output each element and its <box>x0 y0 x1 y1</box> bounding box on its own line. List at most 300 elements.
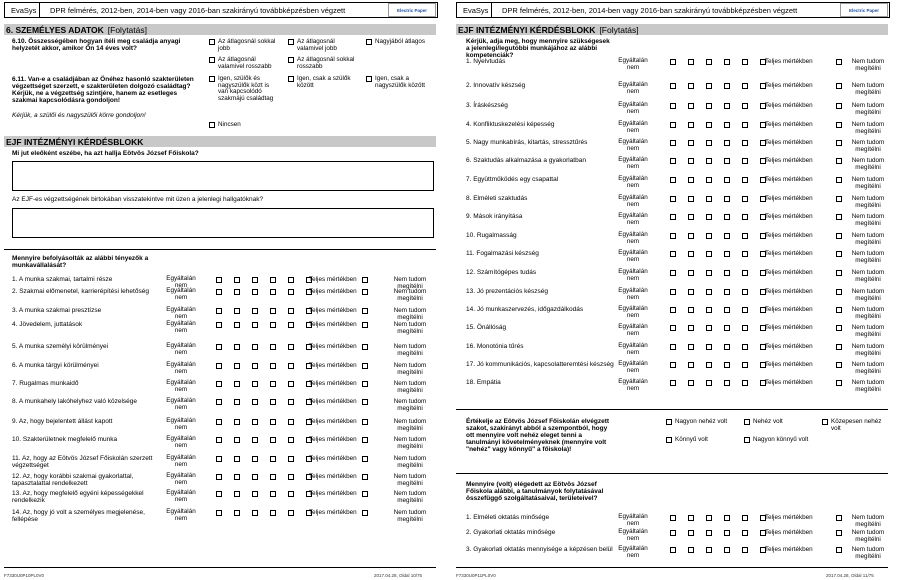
scale-checkbox[interactable] <box>688 196 694 202</box>
dont-know-checkbox[interactable] <box>836 289 842 295</box>
option-label: Közepesen nehéz volt <box>831 418 882 432</box>
grid-item-label: 9. Az, hogy bejelentett állást kapott <box>12 418 113 425</box>
scale-checkbox[interactable] <box>724 344 730 350</box>
dont-know-checkbox[interactable] <box>836 196 842 202</box>
answer-box-2[interactable] <box>12 208 434 238</box>
dont-know-label: Nem tudom megítélni <box>851 269 885 283</box>
dont-know-label: Nem tudom megítélni <box>393 418 427 432</box>
dont-know-checkbox[interactable] <box>836 325 842 331</box>
scale-checkbox[interactable] <box>742 515 748 521</box>
scale-checkbox[interactable] <box>724 83 730 89</box>
scale-checkbox[interactable] <box>252 510 258 516</box>
scale-low-label: Egyáltalán nem <box>618 57 648 71</box>
scale-checkbox[interactable] <box>288 419 294 425</box>
scale-checkbox[interactable] <box>234 456 240 462</box>
scale-checkbox[interactable] <box>724 59 730 65</box>
scale-checkbox[interactable] <box>742 140 748 146</box>
scale-checkbox[interactable] <box>288 510 294 516</box>
dont-know-checkbox[interactable] <box>362 289 368 295</box>
scale-checkbox[interactable] <box>288 491 294 497</box>
dont-know-checkbox[interactable] <box>362 308 368 314</box>
dont-know-checkbox[interactable] <box>362 437 368 443</box>
scale-checkbox[interactable] <box>742 59 748 65</box>
scale-low-label: Egyáltalán nem <box>166 435 196 449</box>
scale-checkbox[interactable] <box>234 491 240 497</box>
scale-checkbox[interactable] <box>270 363 276 369</box>
scale-checkbox[interactable] <box>216 491 222 497</box>
scale-checkbox[interactable] <box>742 362 748 368</box>
scale-checkbox[interactable] <box>288 277 294 283</box>
scale-checkbox[interactable] <box>742 289 748 295</box>
scale-checkbox[interactable] <box>670 158 676 164</box>
grid-item-label: 9. Mások irányítása <box>466 213 523 220</box>
scale-high-label: Teljes mértékben <box>309 455 357 462</box>
scale-high-label: Teljes mértékben <box>765 361 813 368</box>
scale-checkbox[interactable] <box>706 344 712 350</box>
scale-checkbox[interactable] <box>688 380 694 386</box>
scale-low-label: Egyáltalán nem <box>166 454 196 468</box>
scale-checkbox[interactable] <box>252 491 258 497</box>
scale-checkbox[interactable] <box>270 308 276 314</box>
scale-low-label: Egyáltalán nem <box>618 81 648 95</box>
option-label: Nehéz volt <box>753 418 783 425</box>
grid-item-label: 13. Az, hogy megfelelő egyéni képességekkel rendelkezik <box>12 490 144 504</box>
scale-checkbox[interactable] <box>252 419 258 425</box>
scale-checkbox[interactable] <box>234 344 240 350</box>
scale-checkbox[interactable] <box>742 233 748 239</box>
grid-question: Kérjük, adja meg, hogy mennyire szükségesek a jelenlegi/legutóbbi munkájához az alábbi kompetenciák? <box>466 38 610 59</box>
scale-checkbox[interactable] <box>216 363 222 369</box>
dont-know-label: Nem tudom megítélni <box>851 232 885 246</box>
scale-checkbox[interactable] <box>688 59 694 65</box>
scale-low-label: Egyáltalán nem <box>618 231 648 245</box>
scale-checkbox[interactable] <box>742 344 748 350</box>
scale-checkbox[interactable] <box>724 515 730 521</box>
scale-checkbox[interactable] <box>706 547 712 553</box>
dont-know-checkbox[interactable] <box>836 515 842 521</box>
scale-checkbox[interactable] <box>216 437 222 443</box>
scale-high-label: Teljes mértékben <box>309 473 357 480</box>
scale-checkbox[interactable] <box>216 308 222 314</box>
scale-checkbox[interactable] <box>724 214 730 220</box>
scale-checkbox[interactable] <box>742 270 748 276</box>
scale-high-label: Teljes mértékben <box>765 82 813 89</box>
scale-checkbox[interactable] <box>742 380 748 386</box>
dont-know-checkbox[interactable] <box>836 344 842 350</box>
footer-page: 2017.04.28, Oldal 10/75 <box>374 573 423 578</box>
dont-know-checkbox[interactable] <box>362 399 368 405</box>
scale-checkbox[interactable] <box>706 289 712 295</box>
section-continued: [Folytatás] <box>599 24 639 35</box>
scale-checkbox[interactable] <box>742 196 748 202</box>
scale-checkbox[interactable] <box>270 381 276 387</box>
scale-high-label: Teljes mértékben <box>765 343 813 350</box>
dont-know-label: Nem tudom megítélni <box>393 436 427 450</box>
grid-item-label: 10. Rugalmasság <box>466 232 517 239</box>
scale-checkbox[interactable] <box>742 530 748 536</box>
dont-know-checkbox[interactable] <box>836 530 842 536</box>
scale-checkbox[interactable] <box>706 380 712 386</box>
scale-checkbox[interactable] <box>688 325 694 331</box>
scale-checkbox[interactable] <box>234 399 240 405</box>
dont-know-label: Nem tudom megítélni <box>851 157 885 171</box>
scale-high-label: Teljes mértékben <box>765 529 813 536</box>
checkbox[interactable] <box>744 419 750 425</box>
scale-checkbox[interactable] <box>706 196 712 202</box>
scale-checkbox[interactable] <box>688 270 694 276</box>
scale-checkbox[interactable] <box>688 233 694 239</box>
scale-checkbox[interactable] <box>724 140 730 146</box>
scale-checkbox[interactable] <box>670 103 676 109</box>
dont-know-label: Nem tudom megítélni <box>393 380 427 394</box>
grid-item-label: 8. A munkahely lakóhelyhez való közelsége <box>12 398 138 405</box>
scale-checkbox[interactable] <box>670 270 676 276</box>
scale-checkbox[interactable] <box>706 140 712 146</box>
scale-checkbox[interactable] <box>670 251 676 257</box>
grid-question: Mennyire befolyásolták az alábbi tényezők a munkavállalását? <box>12 255 149 269</box>
scale-checkbox[interactable] <box>670 196 676 202</box>
divider <box>456 567 888 568</box>
scale-checkbox[interactable] <box>688 83 694 89</box>
footer-code: F7330U0P11PL0V0 <box>456 573 496 578</box>
grid-item-label: 5. Nagy munkabírás, kitartás, stressztűrés <box>466 139 588 146</box>
scale-checkbox[interactable] <box>252 474 258 480</box>
scale-checkbox[interactable] <box>688 362 694 368</box>
dont-know-checkbox[interactable] <box>836 307 842 313</box>
dont-know-checkbox[interactable] <box>362 344 368 350</box>
page-right <box>456 0 896 580</box>
scale-checkbox[interactable] <box>252 363 258 369</box>
scale-checkbox[interactable] <box>252 456 258 462</box>
checkbox[interactable] <box>209 122 215 128</box>
scale-checkbox[interactable] <box>288 437 294 443</box>
answer-box-1[interactable] <box>12 161 434 191</box>
scale-checkbox[interactable] <box>288 381 294 387</box>
scale-checkbox[interactable] <box>252 381 258 387</box>
scale-checkbox[interactable] <box>706 307 712 313</box>
grid-item-label: 3. Gyakorlati oktatás mennyisége a képzésen belül <box>466 546 613 553</box>
checkbox[interactable] <box>744 437 750 443</box>
scale-checkbox[interactable] <box>216 344 222 350</box>
scale-high-label: Teljes mértékben <box>765 157 813 164</box>
scale-checkbox[interactable] <box>216 289 222 295</box>
scale-checkbox[interactable] <box>288 322 294 328</box>
scale-checkbox[interactable] <box>688 547 694 553</box>
checkbox[interactable] <box>209 76 215 82</box>
scale-checkbox[interactable] <box>724 380 730 386</box>
checkbox[interactable] <box>366 39 372 45</box>
scale-checkbox[interactable] <box>216 277 222 283</box>
scale-checkbox[interactable] <box>688 177 694 183</box>
scale-low-label: Egyáltalán nem <box>618 194 648 208</box>
scale-low-label: Egyáltalán nem <box>166 287 196 301</box>
section-title: 6. SZEMÉLYES ADATOK <box>6 24 104 35</box>
scale-high-label: Teljes mértékben <box>765 139 813 146</box>
scale-checkbox[interactable] <box>234 289 240 295</box>
dont-know-checkbox[interactable] <box>836 103 842 109</box>
scale-checkbox[interactable] <box>270 289 276 295</box>
section-title: EJF INTÉZMÉNYI KÉRDÉSBLOKK <box>6 136 144 147</box>
dont-know-label: Nem tudom megítélni <box>393 362 427 376</box>
scale-checkbox[interactable] <box>688 122 694 128</box>
scale-checkbox[interactable] <box>670 140 676 146</box>
scale-checkbox[interactable] <box>688 103 694 109</box>
scale-checkbox[interactable] <box>216 399 222 405</box>
scale-checkbox[interactable] <box>742 325 748 331</box>
scale-high-label: Teljes mértékben <box>309 288 357 295</box>
scale-checkbox[interactable] <box>216 456 222 462</box>
dont-know-label: Nem tudom megítélni <box>851 379 885 393</box>
checkbox[interactable] <box>666 437 672 443</box>
dont-know-checkbox[interactable] <box>362 277 368 283</box>
dont-know-checkbox[interactable] <box>836 362 842 368</box>
scale-high-label: Teljes mértékben <box>765 379 813 386</box>
scale-checkbox[interactable] <box>670 214 676 220</box>
checkbox[interactable] <box>822 419 828 425</box>
scale-checkbox[interactable] <box>706 83 712 89</box>
scale-checkbox[interactable] <box>742 547 748 553</box>
scale-checkbox[interactable] <box>706 530 712 536</box>
dont-know-checkbox[interactable] <box>362 510 368 516</box>
dont-know-label: Nem tudom megítélni <box>393 343 427 357</box>
scale-checkbox[interactable] <box>252 437 258 443</box>
grid-item-label: 7. Együttműködés egy csapattal <box>466 176 559 183</box>
scale-checkbox[interactable] <box>724 251 730 257</box>
scale-checkbox[interactable] <box>724 325 730 331</box>
scale-checkbox[interactable] <box>288 363 294 369</box>
scale-checkbox[interactable] <box>234 308 240 314</box>
scale-checkbox[interactable] <box>252 277 258 283</box>
scale-low-label: Egyáltalán nem <box>618 268 648 282</box>
scale-checkbox[interactable] <box>252 322 258 328</box>
dont-know-checkbox[interactable] <box>836 140 842 146</box>
scale-checkbox[interactable] <box>706 270 712 276</box>
scale-checkbox[interactable] <box>288 399 294 405</box>
scale-checkbox[interactable] <box>234 419 240 425</box>
scale-checkbox[interactable] <box>670 59 676 65</box>
scale-checkbox[interactable] <box>724 289 730 295</box>
scale-checkbox[interactable] <box>724 103 730 109</box>
scale-checkbox[interactable] <box>270 322 276 328</box>
scale-checkbox[interactable] <box>688 515 694 521</box>
scale-high-label: Teljes mértékben <box>309 436 357 443</box>
scale-checkbox[interactable] <box>706 325 712 331</box>
scale-high-label: Teljes mértékben <box>765 306 813 313</box>
scale-checkbox[interactable] <box>670 325 676 331</box>
scale-checkbox[interactable] <box>270 277 276 283</box>
scale-checkbox[interactable] <box>670 547 676 553</box>
scale-checkbox[interactable] <box>216 510 222 516</box>
scale-checkbox[interactable] <box>742 158 748 164</box>
scale-checkbox[interactable] <box>670 344 676 350</box>
scale-checkbox[interactable] <box>288 308 294 314</box>
scale-checkbox[interactable] <box>706 59 712 65</box>
scale-checkbox[interactable] <box>688 530 694 536</box>
difficulty-question: Értékelje az Eötvös József Főiskolán elvégzett szakot, szakirányt abból a szempontból, hogy ott mennyire volt nehéz eleget tenni a tanulmányi követelményeknek (mennyire volt "nehéz" vagy könnyű" a főiskola)! <box>466 418 610 453</box>
scale-checkbox[interactable] <box>724 362 730 368</box>
scale-checkbox[interactable] <box>234 510 240 516</box>
divider <box>4 567 436 568</box>
checkbox[interactable] <box>288 57 294 63</box>
scale-checkbox[interactable] <box>688 289 694 295</box>
scale-checkbox[interactable] <box>270 399 276 405</box>
scale-checkbox[interactable] <box>288 344 294 350</box>
page-header <box>456 2 890 18</box>
dont-know-checkbox[interactable] <box>836 122 842 128</box>
scale-checkbox[interactable] <box>688 140 694 146</box>
scale-checkbox[interactable] <box>724 530 730 536</box>
option-label: Igen, csak a szülők között <box>297 75 351 89</box>
scale-checkbox[interactable] <box>234 277 240 283</box>
scale-checkbox[interactable] <box>742 83 748 89</box>
checkbox[interactable] <box>666 419 672 425</box>
scale-low-label: Egyáltalán nem <box>166 397 196 411</box>
dont-know-checkbox[interactable] <box>836 233 842 239</box>
scale-low-label: Egyáltalán nem <box>166 361 196 375</box>
scale-checkbox[interactable] <box>670 530 676 536</box>
scale-checkbox[interactable] <box>688 307 694 313</box>
scale-checkbox[interactable] <box>234 363 240 369</box>
scale-checkbox[interactable] <box>670 289 676 295</box>
dont-know-checkbox[interactable] <box>836 214 842 220</box>
option-label: Az átlagosnál sokkal rosszabb <box>297 56 355 70</box>
dont-know-checkbox[interactable] <box>362 491 368 497</box>
scale-high-label: Teljes mértékben <box>765 58 813 65</box>
scale-checkbox[interactable] <box>270 344 276 350</box>
scale-checkbox[interactable] <box>724 177 730 183</box>
dont-know-label: Nem tudom megítélni <box>851 288 885 302</box>
scale-checkbox[interactable] <box>670 307 676 313</box>
scale-checkbox[interactable] <box>270 474 276 480</box>
scale-checkbox[interactable] <box>742 122 748 128</box>
scale-checkbox[interactable] <box>216 322 222 328</box>
scale-checkbox[interactable] <box>670 380 676 386</box>
dont-know-checkbox[interactable] <box>836 547 842 553</box>
scale-checkbox[interactable] <box>724 158 730 164</box>
scale-checkbox[interactable] <box>270 456 276 462</box>
scale-checkbox[interactable] <box>688 158 694 164</box>
scale-checkbox[interactable] <box>706 515 712 521</box>
dont-know-checkbox[interactable] <box>836 380 842 386</box>
scale-checkbox[interactable] <box>288 474 294 480</box>
scale-checkbox[interactable] <box>234 322 240 328</box>
scale-checkbox[interactable] <box>742 251 748 257</box>
scale-checkbox[interactable] <box>742 307 748 313</box>
grid-item-label: 5. A munka személyi körülményei <box>12 343 109 350</box>
scale-checkbox[interactable] <box>670 362 676 368</box>
scale-checkbox[interactable] <box>706 103 712 109</box>
scale-checkbox[interactable] <box>252 399 258 405</box>
scale-checkbox[interactable] <box>670 233 676 239</box>
grid-item-label: 10. Szakterületnek megfelelő munka <box>12 436 118 443</box>
scale-checkbox[interactable] <box>742 103 748 109</box>
dont-know-checkbox[interactable] <box>836 251 842 257</box>
scale-checkbox[interactable] <box>252 344 258 350</box>
dont-know-checkbox[interactable] <box>362 474 368 480</box>
grid-item-label: 1. Elméleti oktatás minősége <box>466 514 550 521</box>
scale-checkbox[interactable] <box>742 177 748 183</box>
scale-checkbox[interactable] <box>288 289 294 295</box>
scale-checkbox[interactable] <box>706 214 712 220</box>
scale-checkbox[interactable] <box>670 83 676 89</box>
scale-checkbox[interactable] <box>706 158 712 164</box>
scale-checkbox[interactable] <box>706 122 712 128</box>
scale-checkbox[interactable] <box>688 251 694 257</box>
scale-checkbox[interactable] <box>724 233 730 239</box>
checkbox[interactable] <box>209 57 215 63</box>
dont-know-checkbox[interactable] <box>836 177 842 183</box>
scale-checkbox[interactable] <box>288 456 294 462</box>
dont-know-label: Nem tudom megítélni <box>393 307 427 321</box>
dont-know-checkbox[interactable] <box>362 456 368 462</box>
scale-checkbox[interactable] <box>706 177 712 183</box>
scale-low-label: Egyáltalán nem <box>618 249 648 263</box>
scale-checkbox[interactable] <box>670 177 676 183</box>
grid-item-label: 8. Elméleti szaktudás <box>466 195 528 202</box>
scale-checkbox[interactable] <box>252 308 258 314</box>
scale-low-label: Egyáltalán nem <box>618 342 648 356</box>
scale-checkbox[interactable] <box>688 214 694 220</box>
scale-checkbox[interactable] <box>216 419 222 425</box>
checkbox[interactable] <box>366 76 372 82</box>
scale-checkbox[interactable] <box>270 437 276 443</box>
scale-checkbox[interactable] <box>270 491 276 497</box>
scale-checkbox[interactable] <box>724 547 730 553</box>
dont-know-checkbox[interactable] <box>836 83 842 89</box>
scale-checkbox[interactable] <box>706 362 712 368</box>
dont-know-label: Nem tudom megítélni <box>393 473 427 487</box>
scale-checkbox[interactable] <box>670 515 676 521</box>
scale-checkbox[interactable] <box>724 307 730 313</box>
scale-checkbox[interactable] <box>706 233 712 239</box>
scale-checkbox[interactable] <box>270 419 276 425</box>
page-left <box>4 0 444 580</box>
scale-high-label: Teljes mértékben <box>765 102 813 109</box>
grid-item-label: 4. Konfliktuskezelési képesség <box>466 121 555 128</box>
scale-checkbox[interactable] <box>724 270 730 276</box>
open-question-2: Az EJF-es végzettségének birtokában visszatekintve mit üzen a jelenlegi hallgatóknak? <box>12 196 264 203</box>
scale-checkbox[interactable] <box>724 122 730 128</box>
scale-high-label: Teljes mértékben <box>309 362 357 369</box>
scale-checkbox[interactable] <box>270 510 276 516</box>
dont-know-checkbox[interactable] <box>836 158 842 164</box>
dont-know-checkbox[interactable] <box>836 270 842 276</box>
dont-know-checkbox[interactable] <box>362 322 368 328</box>
scale-checkbox[interactable] <box>706 251 712 257</box>
dont-know-checkbox[interactable] <box>362 419 368 425</box>
dont-know-checkbox[interactable] <box>362 363 368 369</box>
scale-high-label: Teljes mértékben <box>309 307 357 314</box>
checkbox[interactable] <box>209 39 215 45</box>
scale-checkbox[interactable] <box>216 381 222 387</box>
checkbox[interactable] <box>288 76 294 82</box>
electric-paper-logo: Electric Paper <box>840 3 888 17</box>
scale-checkbox[interactable] <box>742 214 748 220</box>
dont-know-label: Nem tudom megítélni <box>393 288 427 302</box>
scale-checkbox[interactable] <box>724 196 730 202</box>
scale-checkbox[interactable] <box>688 344 694 350</box>
survey-title: DPR felmérés, 2012-ben, 2014-ben vagy 2016-ban szakirányú továbbképzésben végzett <box>50 5 346 15</box>
scale-checkbox[interactable] <box>252 289 258 295</box>
dont-know-checkbox[interactable] <box>362 381 368 387</box>
scale-checkbox[interactable] <box>234 381 240 387</box>
scale-checkbox[interactable] <box>670 122 676 128</box>
scale-checkbox[interactable] <box>234 437 240 443</box>
checkbox[interactable] <box>288 39 294 45</box>
scale-checkbox[interactable] <box>234 474 240 480</box>
scale-checkbox[interactable] <box>216 474 222 480</box>
dont-know-checkbox[interactable] <box>836 59 842 65</box>
